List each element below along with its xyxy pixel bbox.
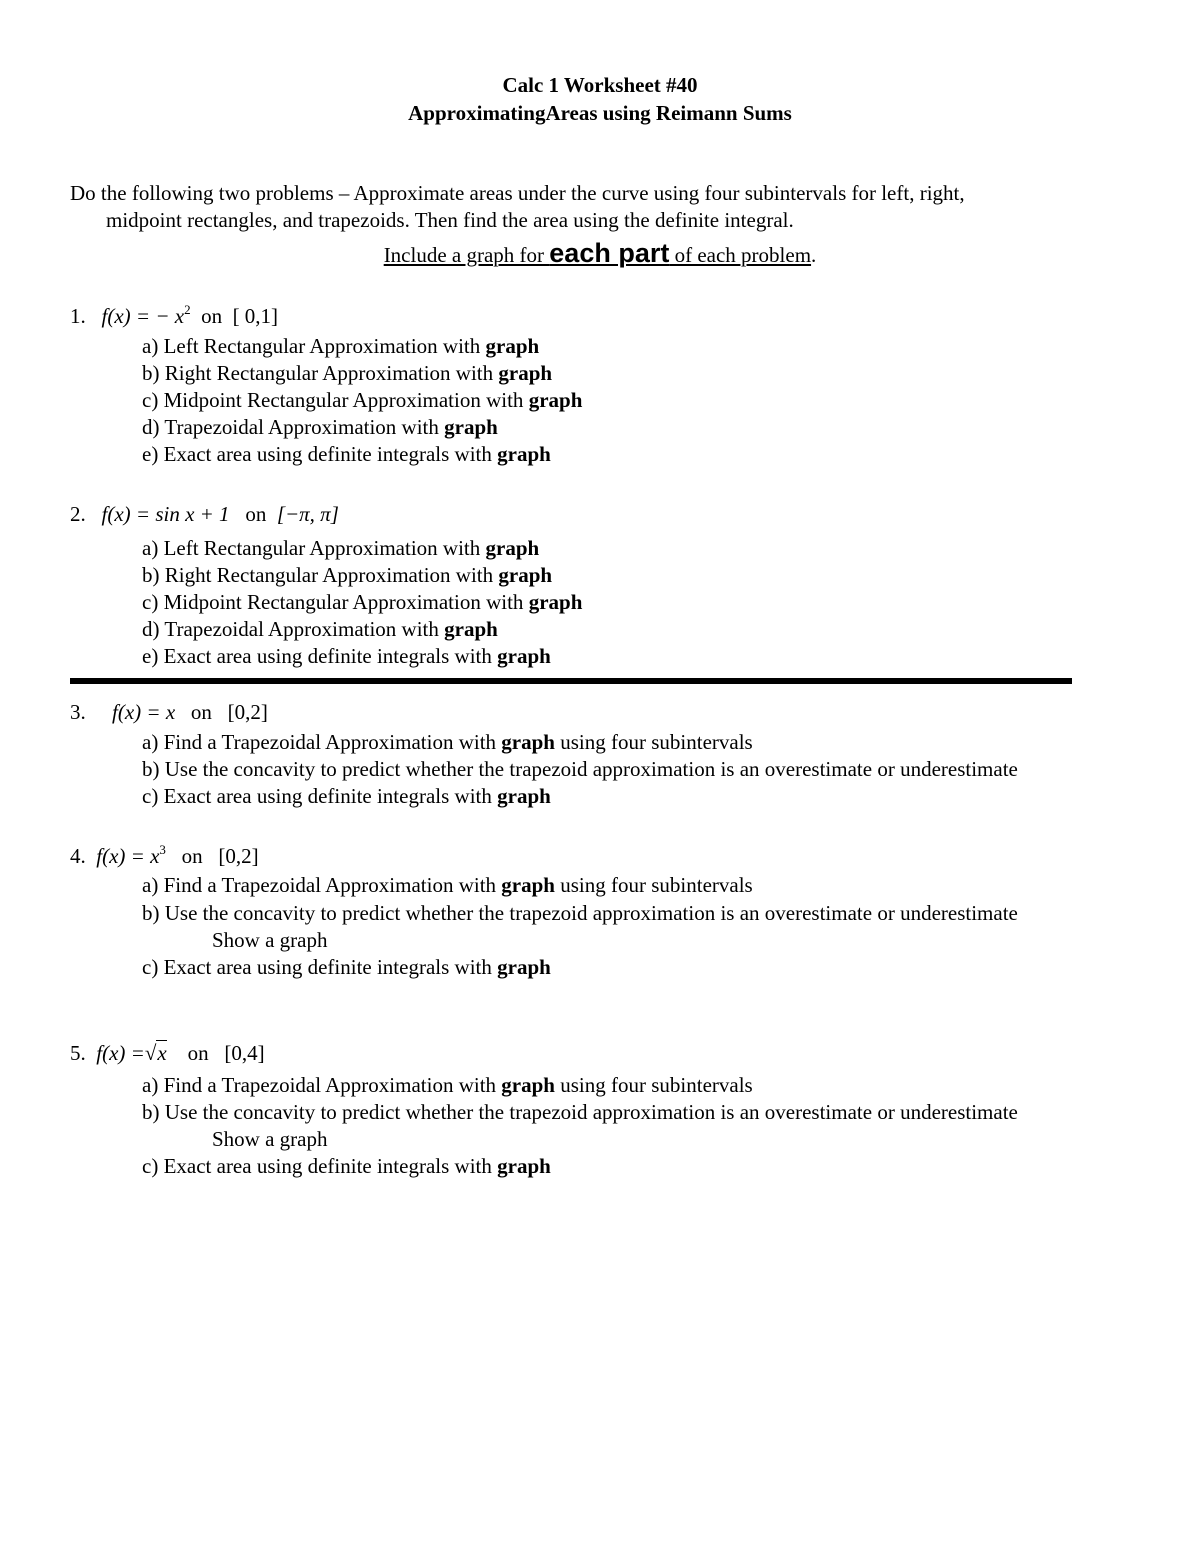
problem-5-show-graph: Show a graph bbox=[212, 1127, 328, 1151]
part-text: e) Exact area using definite integrals with bbox=[142, 644, 498, 668]
problem-1-statement bbox=[70, 302, 278, 329]
part-text: b) Right Rectangular Approximation with bbox=[142, 361, 499, 385]
part-text: a) Find a Trapezoidal Approximation with bbox=[142, 1073, 502, 1097]
part-text: a) Find a Trapezoidal Approximation with bbox=[142, 730, 502, 754]
problem-5-part-a bbox=[142, 1073, 753, 1098]
on-label: on bbox=[190, 700, 212, 724]
problem-interval: [ 0,1] bbox=[232, 304, 279, 328]
instructions bbox=[70, 180, 1130, 234]
problem-function: f(x) = sin x + 1 bbox=[101, 502, 230, 526]
part-text: c) Midpoint Rectangular Approximation with bbox=[142, 388, 529, 412]
part-after: using four subintervals bbox=[554, 730, 753, 754]
part-bold: graph bbox=[497, 1154, 551, 1178]
part-text: c) Exact area using definite integrals with bbox=[142, 955, 498, 979]
on-label: on bbox=[245, 502, 267, 526]
problem-2-part-e bbox=[142, 644, 551, 669]
problem-1-part-c bbox=[142, 388, 582, 413]
problem-4-show-graph: Show a graph bbox=[212, 928, 328, 952]
part-bold: graph bbox=[497, 644, 551, 668]
part-text: d) Trapezoidal Approximation with bbox=[142, 415, 445, 439]
on-label: on bbox=[187, 1041, 209, 1065]
on-label: on bbox=[181, 844, 203, 868]
problem-function: f(x) = − x bbox=[101, 304, 185, 328]
part-bold: graph bbox=[444, 617, 498, 641]
problem-5-part-c bbox=[142, 1154, 551, 1179]
problem-2-part-c bbox=[142, 590, 582, 615]
problem-1-part-d bbox=[142, 415, 498, 440]
problem-2-part-b bbox=[142, 563, 552, 588]
radicand: x bbox=[157, 1041, 167, 1065]
part-text: c) Midpoint Rectangular Approximation with bbox=[142, 590, 529, 614]
part-text: b) Use the concavity to predict whether the trapezoid approximation is an overestimate or underestimate bbox=[142, 757, 1018, 781]
part-bold: graph bbox=[501, 730, 555, 754]
problem-4-statement bbox=[70, 842, 259, 869]
problem-number: 1. bbox=[70, 304, 86, 328]
problem-interval: [0,4] bbox=[224, 1041, 265, 1065]
problem-1-part-b bbox=[142, 361, 552, 386]
problem-interval: [−π, π] bbox=[276, 502, 339, 526]
problem-3-part-c bbox=[142, 784, 551, 809]
part-text: a) Left Rectangular Approximation with bbox=[142, 536, 486, 560]
part-bold: graph bbox=[497, 442, 551, 466]
part-text: e) Exact area using definite integrals with bbox=[142, 442, 498, 466]
part-text: b) Use the concavity to predict whether the trapezoid approximation is an overestimate or underestimate bbox=[142, 901, 1018, 925]
include-post: of each problem bbox=[669, 243, 812, 267]
section-divider bbox=[70, 678, 1072, 684]
part-bold: graph bbox=[501, 1073, 555, 1097]
part-after: using four subintervals bbox=[554, 873, 753, 897]
problem-number: 5. bbox=[70, 1041, 86, 1065]
part-text: c) Exact area using definite integrals with bbox=[142, 1154, 498, 1178]
part-bold: graph bbox=[485, 536, 540, 560]
problem-2-part-a bbox=[142, 536, 539, 561]
include-pre: Include a graph for bbox=[383, 243, 550, 267]
on-label: on bbox=[201, 304, 223, 328]
problem-number: 3. bbox=[70, 700, 86, 724]
problem-5-part-b bbox=[142, 1100, 1018, 1125]
instructions-line-2: midpoint rectangles, and trapezoids. Then find the area using the definite integral. bbox=[106, 208, 794, 232]
problem-3-statement bbox=[70, 700, 268, 725]
problem-function: f(x) = x bbox=[96, 844, 160, 868]
square-root: √x bbox=[144, 1041, 167, 1065]
part-bold: graph bbox=[444, 415, 498, 439]
include-graph-note bbox=[0, 238, 1200, 269]
problem-function: f(x) = x bbox=[112, 700, 176, 724]
part-text: a) Left Rectangular Approximation with bbox=[142, 334, 486, 358]
exponent: 3 bbox=[159, 842, 166, 857]
exponent: 2 bbox=[184, 302, 191, 317]
problem-4-part-b bbox=[142, 901, 1018, 926]
include-period: . bbox=[811, 243, 817, 267]
part-text: b) Use the concavity to predict whether the trapezoid approximation is an overestimate or underestimate bbox=[142, 1100, 1018, 1124]
part-bold: graph bbox=[528, 590, 583, 614]
part-bold: graph bbox=[485, 334, 540, 358]
problem-3-part-a bbox=[142, 730, 753, 755]
instructions-line-1: Do the following two problems – Approximate areas under the curve using four subintervals for left, right, bbox=[70, 181, 965, 205]
part-text: d) Trapezoidal Approximation with bbox=[142, 617, 445, 641]
problem-1-part-e bbox=[142, 442, 551, 467]
problem-number: 4. bbox=[70, 844, 86, 868]
part-bold: graph bbox=[501, 873, 555, 897]
part-text: a) Find a Trapezoidal Approximation with bbox=[142, 873, 502, 897]
problem-4-part-c bbox=[142, 955, 551, 980]
problem-interval: [0,2] bbox=[218, 844, 259, 868]
problem-number: 2. bbox=[70, 502, 86, 526]
worksheet-title: Calc 1 Worksheet #40 bbox=[502, 73, 698, 97]
part-text: b) Right Rectangular Approximation with bbox=[142, 563, 499, 587]
problem-2-statement bbox=[70, 502, 339, 527]
problem-2-part-d bbox=[142, 617, 498, 642]
part-bold: graph bbox=[528, 388, 583, 412]
part-after: using four subintervals bbox=[554, 1073, 753, 1097]
problem-interval: [0,2] bbox=[227, 700, 268, 724]
part-bold: graph bbox=[497, 955, 551, 979]
include-emphasis: each part bbox=[549, 238, 670, 268]
problem-4-part-a bbox=[142, 873, 753, 898]
part-bold: graph bbox=[498, 361, 553, 385]
part-text: c) Exact area using definite integrals with bbox=[142, 784, 498, 808]
part-bold: graph bbox=[498, 563, 553, 587]
problem-3-part-b bbox=[142, 757, 1018, 782]
part-bold: graph bbox=[497, 784, 551, 808]
problem-function: f(x) = bbox=[96, 1041, 145, 1065]
problem-1-part-a bbox=[142, 334, 539, 359]
problem-5-statement bbox=[70, 1041, 265, 1066]
worksheet-subtitle: ApproximatingAreas using Reimann Sums bbox=[408, 101, 792, 125]
